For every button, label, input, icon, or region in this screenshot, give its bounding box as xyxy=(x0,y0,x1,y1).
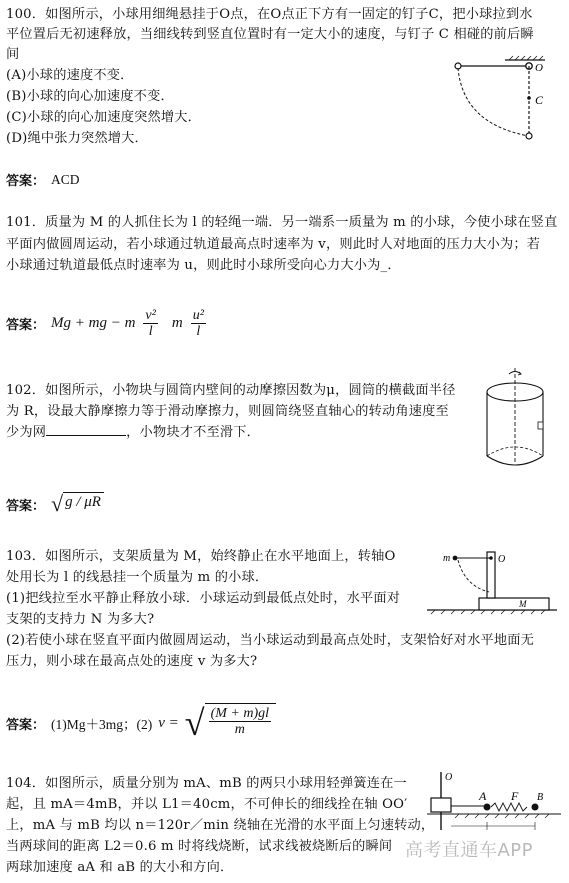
q103-line-4: 支架的支持力 N 为多大? xyxy=(6,612,155,627)
q103-label-M: M xyxy=(519,599,527,609)
q102-line-1: 102．如图所示，小物块与圆筒内壁间的动摩擦因数为μ，圆筒的横截面半径 xyxy=(6,383,456,398)
q100-option-a: (A)小球的速度不变． xyxy=(6,68,134,83)
q103-answer-part1: (1)Mg＋3mg；(2) xyxy=(51,717,153,732)
q104-label-b: B xyxy=(537,792,544,803)
q102-answer-sqrt xyxy=(51,492,104,516)
q100-line-2: 平位置后无初速释放，当细线转到竖直位置时有一定大小的速度，与钉子 C 相碰的前后瞬 xyxy=(6,27,534,42)
q101-answer xyxy=(6,308,208,339)
q100-label-c: C xyxy=(535,93,544,107)
q101-answer-expr: Mg + mg − m xyxy=(51,315,136,331)
q104-line-5: 两球加速度 aA 和 aB 的大小和方向． xyxy=(6,860,234,875)
q104-spring-figure xyxy=(425,770,565,840)
q103-fraction xyxy=(209,706,271,737)
q103-answer xyxy=(6,703,276,743)
q101-fraction-2 xyxy=(191,308,206,339)
q103-label-o: O xyxy=(498,554,506,565)
q103-line-6: 压力，则小球在最高点处的速度 v 为多大? xyxy=(6,654,258,669)
q103-frac-num: (M + m)gl xyxy=(210,706,269,721)
q104-line-2: 起，且 mA＝4mB，并以 L1＝40cm，不可伸长的细线拴在轴 OO′ xyxy=(6,797,408,812)
q103-line-5: (2)若使小球在竖直平面内做圆周运动，当小球运动到最高点处时，支架恰好对水平地面无 xyxy=(6,633,535,648)
q100-pendulum-figure xyxy=(445,54,555,144)
q101-line-1: 101．质量为 M 的人抓住长为 l 的轻绳一端．另一端系一质量为 m 的小球，今使小球在竖直 xyxy=(6,215,558,230)
q102-answer xyxy=(6,492,104,516)
q101-frac2-num: u² xyxy=(192,308,204,323)
q101-line-3: 小球通过轨道最低点时速率为 u，则此时小球所受向心力大小为_． xyxy=(6,258,401,273)
q103-line-3: (1)把线拉至水平静止释放小球．小球运动到最低点处时，水平面对 xyxy=(6,591,401,606)
q101-frac1-num: v² xyxy=(145,308,156,323)
q103-line-1: 103．如图所示，支架质量为 M，始终静止在水平地面上，转轴O xyxy=(6,549,396,564)
q103-sqrt-body xyxy=(205,703,276,743)
q100-line-1: 100．如图所示，小球用细绳悬挂于O点，在O点正下方有一固定的钉子C，把小球拉到水 xyxy=(6,7,533,22)
q103-label-m: m xyxy=(443,553,451,564)
q102-line-3 xyxy=(6,423,260,444)
q100-line-3: 间 xyxy=(6,47,20,62)
q100-option-b: (B)小球的向心加速度不变． xyxy=(6,89,174,104)
q101-answer-label: 答案： xyxy=(6,318,46,333)
sqrt-symbol: √ xyxy=(184,703,205,743)
q104-line-3: 上，mA 与 mB 均以 n＝120r／min 绕轴在光滑的水平面上匀速转动， xyxy=(6,818,435,833)
q101-frac1-den: l xyxy=(148,324,153,339)
q102-answer-label: 答案： xyxy=(6,498,46,514)
q101-frac2-den: l xyxy=(196,324,201,339)
q102-line-3-start: 少为网 xyxy=(6,425,47,440)
q100-label-o: O xyxy=(535,62,543,74)
q104-label-a: A xyxy=(479,789,487,803)
q103-stand-figure xyxy=(425,546,560,616)
q100-option-d: (D)绳中张力突然增大． xyxy=(6,131,148,146)
q100-answer-value: ACD xyxy=(51,171,80,187)
q104-label-o: O xyxy=(445,772,453,783)
q103-answer-sqrt xyxy=(185,703,276,743)
q104-line-1: 104．如图所示，质量分别为 mA、mB 的两只小球用轻弹簧连在一 xyxy=(6,776,407,791)
q102-answer-value: g / μR xyxy=(63,492,104,516)
watermark: 高考直通车APP xyxy=(404,840,533,861)
q102-answer-blank xyxy=(46,423,126,436)
q103-answer-label: 答案： xyxy=(6,717,46,733)
q103-frac-den: m xyxy=(234,722,245,737)
q103-line-2: 处用长为 l 的线悬挂一个质量为 m 的小球． xyxy=(6,570,269,585)
q103-answer-v: v = xyxy=(158,714,179,731)
q100-answer xyxy=(6,170,80,189)
q102-line-2: 为 R，设最大静摩擦力等于滑动摩擦力，则圆筒绕竖直轴心的转动角速度至 xyxy=(6,404,449,419)
sqrt-symbol: √ xyxy=(51,491,64,516)
q101-line-2: 平面内做圆周运动，若小球通过轨道最高点时速率为 v，则此时人对地面的压力大小为；若 xyxy=(6,237,541,252)
q101-fraction-1 xyxy=(143,308,157,339)
q102-line-3-end: ，小物块才不至滑下． xyxy=(126,425,261,440)
q104-label-f: F xyxy=(511,789,519,803)
q102-cylinder-figure xyxy=(482,366,552,471)
q100-answer-label: 答案： xyxy=(6,174,46,189)
q101-answer-expr2: m xyxy=(171,315,183,331)
q100-option-c: (C)小球的向心加速度突然增大． xyxy=(6,110,202,125)
q104-line-4: 当两球间的距离 L2＝0.6 m 时将线烧断，试求线被烧断后的瞬间 xyxy=(6,839,393,854)
